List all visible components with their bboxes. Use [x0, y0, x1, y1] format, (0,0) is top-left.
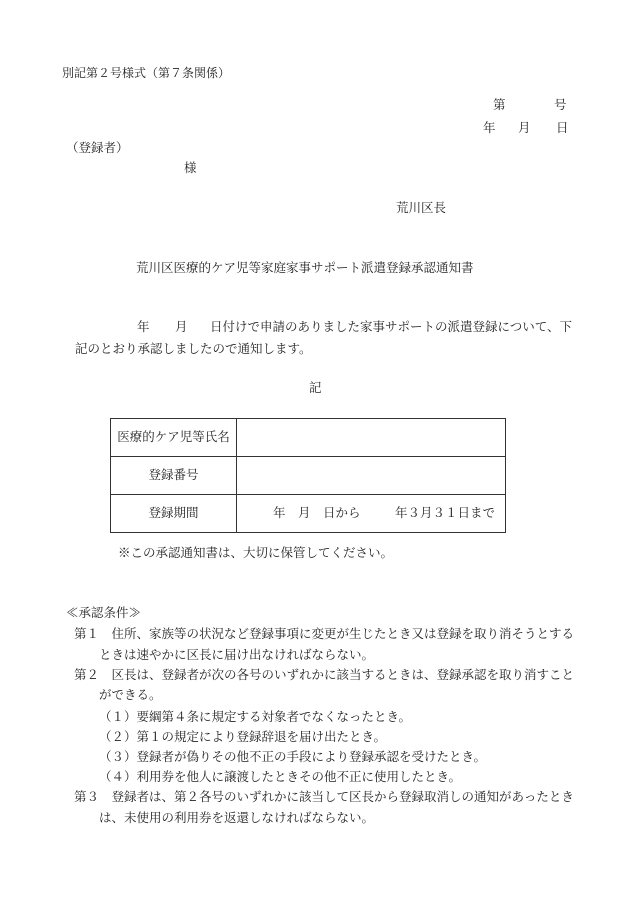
conditions-heading: ≪承認条件≫ [66, 605, 142, 620]
body-month: 月 [175, 319, 188, 334]
ki-heading: 記 [309, 380, 322, 395]
body-year: 年 [137, 319, 150, 334]
condition-2-line-1: 第２ 区長は、登録者が次の各号のいずれかに該当するときは、登録承認を取り消すこと [74, 667, 575, 682]
addressee-honorific: 様 [184, 160, 197, 175]
storage-note: ※この承認通知書は、大切に保管してください。 [118, 545, 394, 560]
body-line-1: 日付けで申請のありました家事サポートの派遣登録について、下 [210, 319, 573, 334]
condition-1-line-2: ときは速やかに区長に届け出なければならない。 [99, 647, 375, 662]
document-title: 荒川区医療的ケア児等家庭家事サポート派遣登録承認通知書 [136, 260, 474, 275]
period-end: 年３月３１日まで [394, 505, 495, 521]
condition-2-item-2: （２）第１の規定により登録辞退を届け出たとき。 [99, 729, 387, 744]
body-line-2: 記のとおり承認しましたので通知します。 [75, 341, 312, 356]
condition-2-item-4: （４）利用券を他人に譲渡したときその他不正に使用したとき。 [99, 769, 462, 784]
registration-number-label: 登録番号 [111, 457, 237, 495]
date-month: 月 [518, 120, 531, 135]
number-suffix: 号 [554, 97, 567, 112]
registration-period-value [237, 495, 506, 533]
date-day: 日 [556, 120, 569, 135]
condition-3-line-1: 第３ 登録者は、第２各号のいずれかに該当して区長から登録取消しの通知があったとき [74, 789, 574, 804]
number-prefix: 第 [493, 97, 506, 112]
form-label: 別記第２号様式（第７条関係） [62, 66, 231, 80]
addressee-label: （登録者） [66, 140, 129, 155]
table-row [111, 495, 506, 533]
table-row [111, 457, 506, 495]
table-row [111, 419, 506, 457]
issuer: 荒川区長 [396, 200, 447, 215]
child-name-label: 医療的ケア児等氏名 [111, 419, 237, 457]
date-year: 年 [483, 120, 496, 135]
condition-3-line-2: は、未使用の利用券を返還しなければならない。 [99, 810, 375, 825]
condition-2-line-2: ができる。 [99, 687, 162, 702]
registration-period-label: 登録期間 [111, 495, 237, 533]
child-name-value [237, 419, 506, 457]
registration-number-value [237, 457, 506, 495]
registration-table [110, 418, 506, 533]
period-start: 年 月 日から [273, 505, 361, 521]
condition-2-item-1: （１）要綱第４条に規定する対象者でなくなったとき。 [99, 709, 412, 724]
condition-2-item-3: （３）登録者が偽りその他不正の手段により登録承認を受けたとき。 [99, 749, 487, 764]
condition-1-line-1: 第１ 住所、家族等の状況など登録事項に変更が生じたとき又は登録を取り消そうとする [74, 626, 575, 641]
